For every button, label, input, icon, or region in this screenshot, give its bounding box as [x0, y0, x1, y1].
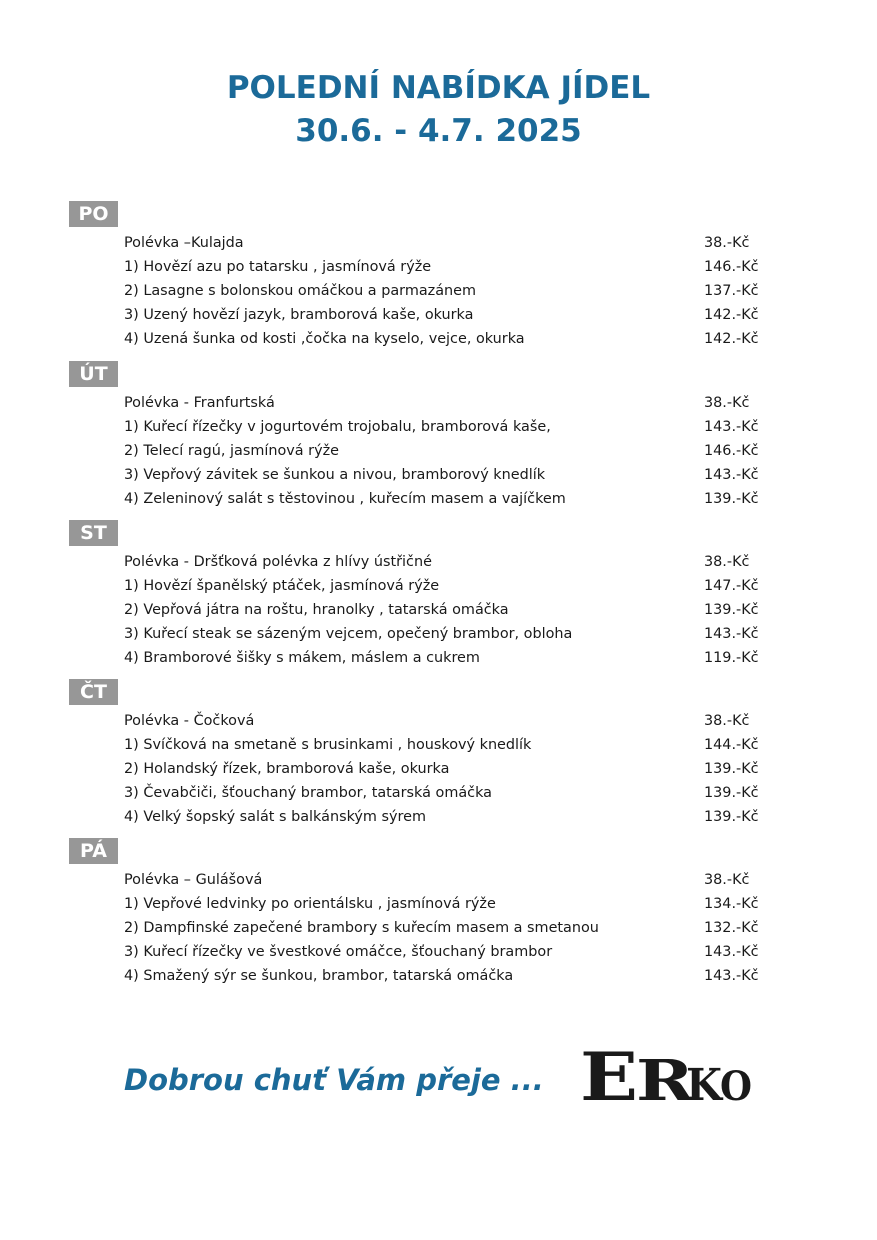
- dish-name: Polévka - Čočková: [124, 713, 255, 729]
- dish-name: Polévka –Kulajda: [124, 235, 244, 251]
- menu-item-row: [124, 327, 764, 351]
- menu-item-row: [124, 463, 764, 487]
- date-range: 30.6. - 4.7. 2025: [295, 113, 582, 149]
- dish-name: 3) Čevabčiči, šťouchaný brambor, tatarská omáčka: [124, 785, 492, 801]
- svg-text:R: R: [636, 1048, 695, 1108]
- dish-name: 2) Telecí ragú, jasmínová rýže: [124, 443, 340, 459]
- dish-price: 143.-Kč: [704, 968, 759, 984]
- dish-name: 1) Hovězí azu po tatarsku , jasmínová rýže: [124, 259, 432, 275]
- dish-price: 143.-Kč: [704, 944, 759, 960]
- footer-wish: Dobrou chuť Vám přeje ...: [124, 1063, 544, 1097]
- dish-price: 139.-Kč: [704, 809, 759, 825]
- menu-item-row: [124, 598, 764, 622]
- svg-text:O: O: [720, 1063, 752, 1108]
- dish-name: 4) Smažený sýr se šunkou, brambor, tatarská omáčka: [124, 968, 514, 984]
- dish-name: 1) Svíčková na smetaně s brusinkami , houskový knedlík: [124, 737, 532, 753]
- page-title: POLEDNÍ NABÍDKA JÍDEL: [226, 70, 651, 106]
- dish-price: 143.-Kč: [704, 626, 759, 642]
- menu-item-row: [124, 892, 764, 916]
- dish-price: 139.-Kč: [704, 785, 759, 801]
- svg-text:K: K: [686, 1060, 724, 1108]
- dish-price: 144.-Kč: [704, 737, 759, 753]
- menu-item-row: [124, 255, 764, 279]
- dish-name: 2) Dampfinské zapečené brambory s kuřecím masem a smetanou: [124, 920, 599, 936]
- menu-item-row: [124, 805, 764, 829]
- dish-name: Polévka - Franfurtská: [124, 395, 275, 411]
- day-badge: ČT: [69, 679, 118, 705]
- dish-name: 4) Uzená šunka od kosti ,čočka na kyselo, vejce, okurka: [124, 331, 525, 347]
- day-badge: ST: [69, 520, 118, 546]
- dish-name: Polévka – Gulášová: [124, 872, 263, 888]
- menu-item-row: [124, 781, 764, 805]
- menu-item-row: [124, 940, 764, 964]
- menu-item-row: [124, 279, 764, 303]
- day-badge: ÚT: [69, 361, 118, 387]
- day-badge: PO: [69, 201, 118, 227]
- menu-item-row: [124, 391, 764, 415]
- dish-name: 2) Lasagne s bolonskou omáčkou a parmazánem: [124, 283, 477, 299]
- menu-item-row: [124, 439, 764, 463]
- dish-price: 139.-Kč: [704, 761, 759, 777]
- dish-name: Polévka - Dršťková polévka z hlívy ústřičné: [124, 554, 432, 570]
- dish-name: 2) Vepřová játra na roštu, hranolky , tatarská omáčka: [124, 602, 509, 618]
- menu-item-row: [124, 487, 764, 511]
- dish-price: 119.-Kč: [704, 650, 759, 666]
- dish-price: 146.-Kč: [704, 259, 759, 275]
- dish-price: 38.-Kč: [704, 395, 750, 411]
- dish-price: 38.-Kč: [704, 554, 750, 570]
- dish-name: 3) Uzený hovězí jazyk, bramborová kaše, okurka: [124, 307, 474, 323]
- menu-item-row: [124, 646, 764, 670]
- menu-item-row: [124, 964, 764, 988]
- dish-price: 143.-Kč: [704, 419, 759, 435]
- menu-item-row: [124, 574, 764, 598]
- erko-logo: [578, 1040, 754, 1108]
- dish-name: 3) Vepřový závitek se šunkou a nivou, bramborový knedlík: [124, 467, 546, 483]
- dish-name: 1) Kuřecí řízečky v jogurtovém trojobalu, bramborová kaše,: [124, 419, 551, 435]
- dish-price: 38.-Kč: [704, 235, 750, 251]
- dish-name: 3) Kuřecí řízečky ve švestkové omáčce, šťouchaný brambor: [124, 944, 553, 960]
- dish-price: 137.-Kč: [704, 283, 759, 299]
- day-badge: PÁ: [69, 838, 118, 864]
- dish-price: 139.-Kč: [704, 602, 759, 618]
- dish-name: 4) Velký šopský salát s balkánským sýrem: [124, 809, 426, 825]
- menu-item-row: [124, 415, 764, 439]
- dish-price: 142.-Kč: [704, 331, 759, 347]
- menu-item-row: [124, 550, 764, 574]
- dish-name: 1) Vepřové ledvinky po orientálsku , jasmínová rýže: [124, 896, 496, 912]
- dish-price: 38.-Kč: [704, 713, 750, 729]
- dish-name: 4) Bramborové šišky s mákem, máslem a cukrem: [124, 650, 480, 666]
- dish-price: 134.-Kč: [704, 896, 759, 912]
- menu-item-row: [124, 868, 764, 892]
- dish-price: 143.-Kč: [704, 467, 759, 483]
- dish-name: 4) Zeleninový salát s těstovinou , kuřecím masem a vajíčkem: [124, 491, 566, 507]
- dish-price: 38.-Kč: [704, 872, 750, 888]
- dish-name: 1) Hovězí španělský ptáček, jasmínová rýže: [124, 578, 440, 594]
- dish-price: 139.-Kč: [704, 491, 759, 507]
- menu-item-row: [124, 757, 764, 781]
- dish-name: 3) Kuřecí steak se sázeným vejcem, opečený brambor, obloha: [124, 626, 573, 642]
- menu-item-row: [124, 231, 764, 255]
- menu-item-row: [124, 709, 764, 733]
- menu-item-row: [124, 916, 764, 940]
- dish-price: 146.-Kč: [704, 443, 759, 459]
- dish-price: 142.-Kč: [704, 307, 759, 323]
- menu-item-row: [124, 303, 764, 327]
- dish-price: 147.-Kč: [704, 578, 759, 594]
- dish-price: 132.-Kč: [704, 920, 759, 936]
- menu-item-row: [124, 622, 764, 646]
- svg-text:E: E: [580, 1040, 638, 1108]
- dish-name: 2) Holandský řízek, bramborová kaše, okurka: [124, 761, 450, 777]
- menu-item-row: [124, 733, 764, 757]
